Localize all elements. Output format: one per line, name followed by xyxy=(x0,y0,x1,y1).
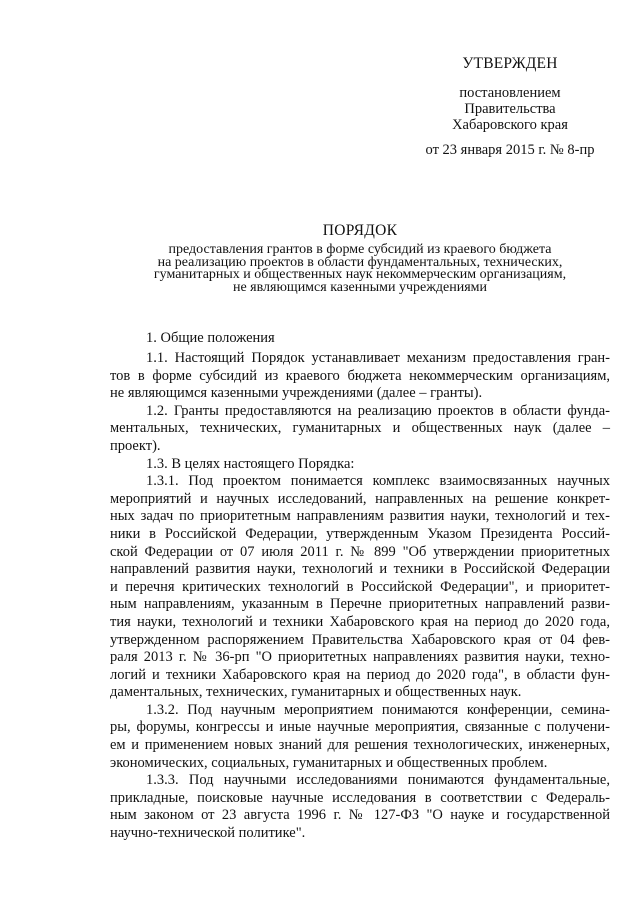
paragraph-line: прикладные, поисковые научные исследования в соответствии с Федераль- xyxy=(110,789,610,806)
approval-heading: УТВЕРЖДЕН xyxy=(462,55,558,72)
paragraph-line: направлений развития науки, технологий и техники в Российской Федерации xyxy=(110,561,610,578)
paragraph-line: ных задач по приоритетным направлениям развития науки, технологий и тех- xyxy=(110,508,610,525)
subtitle-line: не являющимся казенными учреждениями xyxy=(232,279,488,295)
paragraph xyxy=(110,350,610,403)
paragraph-line: утвержденном распоряжением Правительства Хабаровского края от 04 фев- xyxy=(110,631,610,648)
paragraph-line: ры, форумы, конгрессы и иные научные мероприятия, связанные с получени- xyxy=(110,719,610,736)
approval-line: Хабаровского края xyxy=(452,117,568,133)
paragraph-line: ным законом от 23 августа 1996 г. № 127-ФЗ "О науке и государственной xyxy=(110,807,610,824)
subtitle-line: на реализацию проектов в области фундаментальных, технических, xyxy=(157,254,563,270)
document-subtitle xyxy=(60,244,640,294)
paragraph-line: 1.3.1. Под проектом понимается комплекс взаимосвязанных научных xyxy=(146,473,610,490)
paragraph-line: даментальных, технических, гуманитарных и общественных наук. xyxy=(110,684,522,701)
paragraph-line: ным направлениям, указанным в Перечне приоритетных направлений разви- xyxy=(110,596,610,613)
document-title: ПОРЯДОК xyxy=(322,222,398,239)
paragraph-line: не являющимся казенными учреждениями (далее – гранты). xyxy=(110,385,483,402)
paragraph-line: тов в форме субсидий из краевого бюджета некоммерческим организациям, xyxy=(110,367,610,384)
paragraph-line: ники в Российской Федерации, утвержденным Указом Президента Россий- xyxy=(110,525,610,542)
paragraph-line: 1.2. Гранты предоставляются на реализацию проектов в области фунда- xyxy=(146,402,610,419)
paragraph xyxy=(110,702,610,772)
paragraph-line: экономических, социальных, гуманитарных и общественных проблем. xyxy=(110,754,548,771)
paragraph-line: и перечня критических технологий в Российской Федерации", и приоритет- xyxy=(110,578,610,595)
paragraph xyxy=(110,772,610,842)
paragraph-line: ской Федерации от 07 июля 2011 г. № 899 "Об утверждении приоритетных xyxy=(110,543,610,560)
paragraph xyxy=(110,456,610,474)
subtitle-line: гуманитарных и общественных наук некоммерческим организациям, xyxy=(153,267,567,282)
approval-line: Правительства xyxy=(464,101,556,117)
paragraph-line: ем и применением новых знаний для решения технологических, инженерных, xyxy=(110,737,610,754)
paragraph-line: логий и техники Хабаровского края на период до 2020 года", в области фун- xyxy=(110,666,610,683)
paragraph-line: ментальных, технических, гуманитарных и общественных наук (далее – xyxy=(110,420,610,437)
paragraph-line: раля 2013 г. № 36-рп "О приоритетных направлениях развития науки, техно- xyxy=(110,649,610,666)
document-body xyxy=(110,350,610,843)
paragraph-line: 1.1. Настоящий Порядок устанавливает механизм предоставления гран- xyxy=(146,350,610,366)
section-heading: 1. Общие положения xyxy=(146,330,275,346)
paragraph xyxy=(110,403,610,456)
paragraph-line: тия науки, технологий и техники Хабаровского края на период до 2020 года, xyxy=(110,613,610,630)
paragraph xyxy=(110,473,610,702)
approval-line: постановлением xyxy=(459,85,561,101)
paragraph-line: 1.3.3. Под научными исследованиями понимаются фундаментальные, xyxy=(146,772,610,789)
paragraph-line: научно-технической политике". xyxy=(110,825,306,842)
paragraph-line: 1.3. В целях настоящего Порядка: xyxy=(146,455,355,472)
paragraph-line: 1.3.2. Под научным мероприятием понимаются конференции, семина- xyxy=(146,701,610,718)
approval-date: от 23 января 2015 г. № 8-пр xyxy=(425,142,595,158)
paragraph-line: мероприятий и научных исследований, направленных на решение конкрет- xyxy=(110,490,610,507)
paragraph-line: проект). xyxy=(110,437,161,454)
subtitle-line: предоставления грантов в форме субсидий из краевого бюджета xyxy=(168,242,552,257)
approval-stamp xyxy=(400,56,620,158)
